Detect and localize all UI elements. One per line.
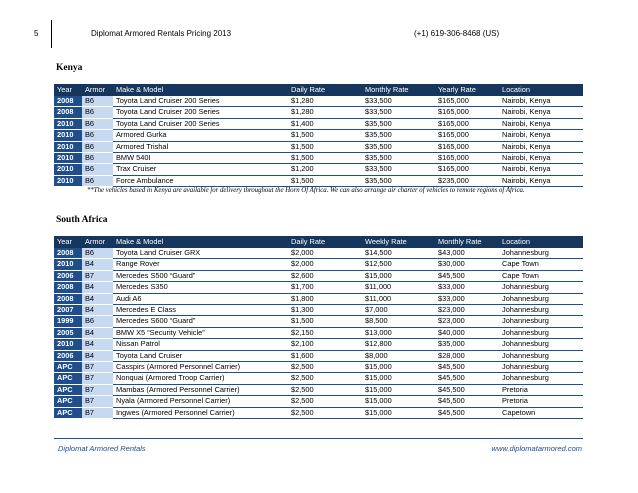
- cell-rate-1: $1,500: [288, 316, 362, 327]
- cell-rate-3: $165,000: [435, 118, 499, 129]
- cell-location: Johannesburg: [499, 339, 583, 350]
- cell-rate-1: $1,800: [288, 293, 362, 304]
- cell-location: Cape Town: [499, 270, 583, 281]
- cell-make-model: Toyota Land Cruiser: [113, 350, 288, 361]
- cell-rate-1: $2,500: [288, 384, 362, 395]
- col-header-monthly-rate: Monthly Rate: [362, 84, 435, 96]
- cell-armor: B4: [82, 327, 113, 338]
- cell-make-model: Mercedes S500 “Guard”: [113, 270, 288, 281]
- cell-armor: B6: [82, 130, 113, 141]
- table-header-row: [54, 236, 583, 248]
- kenya-table-body: [54, 96, 583, 187]
- cell-rate-1: $1,600: [288, 350, 362, 361]
- cell-armor: B4: [82, 339, 113, 350]
- table-row: [54, 282, 583, 293]
- col-header-weekly-rate: Weekly Rate: [362, 236, 435, 248]
- table-row: [54, 141, 583, 152]
- cell-rate-1: $1,280: [288, 107, 362, 118]
- cell-location: Pretoria: [499, 384, 583, 395]
- cell-year: APC: [54, 373, 82, 384]
- cell-location: Johannesburg: [499, 350, 583, 361]
- cell-year: 2006: [54, 350, 82, 361]
- cell-rate-1: $2,500: [288, 396, 362, 407]
- cell-rate-2: $15,000: [362, 384, 435, 395]
- cell-year: APC: [54, 396, 82, 407]
- cell-rate-2: $15,000: [362, 407, 435, 418]
- cell-rate-1: $1,500: [288, 141, 362, 152]
- cell-rate-2: $33,500: [362, 107, 435, 118]
- cell-rate-3: $165,000: [435, 164, 499, 175]
- table-row: [54, 259, 583, 270]
- cell-year: 2010: [54, 130, 82, 141]
- cell-rate-3: $45,500: [435, 396, 499, 407]
- cell-rate-3: $28,000: [435, 350, 499, 361]
- cell-location: Johannesburg: [499, 327, 583, 338]
- cell-location: Johannesburg: [499, 282, 583, 293]
- cell-location: Nairobi, Kenya: [499, 164, 583, 175]
- table-row: [54, 305, 583, 316]
- cell-rate-1: $1,200: [288, 164, 362, 175]
- cell-year: 2008: [54, 96, 82, 107]
- cell-location: Cape Town: [499, 259, 583, 270]
- cell-rate-3: $165,000: [435, 130, 499, 141]
- table-row: [54, 270, 583, 281]
- cell-location: Nairobi, Kenya: [499, 153, 583, 164]
- cell-make-model: Ingwes (Armored Personnel Carrier): [113, 407, 288, 418]
- cell-year: APC: [54, 384, 82, 395]
- cell-make-model: Force Ambulance: [113, 175, 288, 186]
- cell-rate-2: $8,000: [362, 350, 435, 361]
- cell-location: Nairobi, Kenya: [499, 96, 583, 107]
- table-row: [54, 384, 583, 395]
- cell-location: Nairobi, Kenya: [499, 175, 583, 186]
- cell-armor: B6: [82, 107, 113, 118]
- cell-location: Capetown: [499, 407, 583, 418]
- cell-rate-2: $13,000: [362, 327, 435, 338]
- cell-make-model: Mercedes S600 “Guard”: [113, 316, 288, 327]
- cell-year: 2008: [54, 282, 82, 293]
- cell-armor: B7: [82, 396, 113, 407]
- footer-divider: [54, 438, 583, 439]
- cell-year: 2008: [54, 293, 82, 304]
- cell-rate-1: $1,300: [288, 305, 362, 316]
- table-row: [54, 96, 583, 107]
- cell-rate-3: $30,000: [435, 259, 499, 270]
- cell-rate-2: $14,500: [362, 248, 435, 259]
- cell-rate-3: $45,500: [435, 270, 499, 281]
- cell-armor: B4: [82, 305, 113, 316]
- cell-make-model: Nyala (Armored Personnel Carrier): [113, 396, 288, 407]
- cell-year: 2010: [54, 153, 82, 164]
- cell-armor: B6: [82, 316, 113, 327]
- cell-rate-3: $43,000: [435, 248, 499, 259]
- cell-make-model: BMW 540I: [113, 153, 288, 164]
- col-header-location: Location: [499, 84, 583, 96]
- cell-armor: B7: [82, 407, 113, 418]
- cell-location: Johannesburg: [499, 316, 583, 327]
- cell-rate-3: $23,000: [435, 316, 499, 327]
- cell-rate-2: $35,500: [362, 175, 435, 186]
- cell-rate-1: $2,000: [288, 259, 362, 270]
- cell-rate-1: $1,500: [288, 130, 362, 141]
- cell-make-model: Mercedes S350: [113, 282, 288, 293]
- cell-make-model: Mercedes E Class: [113, 305, 288, 316]
- cell-year: 2005: [54, 327, 82, 338]
- cell-rate-1: $2,500: [288, 362, 362, 373]
- cell-make-model: Range Rover: [113, 259, 288, 270]
- cell-year: 2010: [54, 141, 82, 152]
- cell-rate-1: $1,500: [288, 153, 362, 164]
- cell-rate-2: $12,800: [362, 339, 435, 350]
- cell-rate-3: $165,000: [435, 141, 499, 152]
- cell-armor: B6: [82, 96, 113, 107]
- table-row: [54, 248, 583, 259]
- table-row: [54, 107, 583, 118]
- cell-make-model: Nonquai (Armored Troop Carrier): [113, 373, 288, 384]
- cell-location: Johannesburg: [499, 373, 583, 384]
- cell-rate-2: $35,500: [362, 141, 435, 152]
- cell-location: Nairobi, Kenya: [499, 130, 583, 141]
- page-number: 5: [34, 29, 39, 38]
- cell-rate-3: $33,000: [435, 293, 499, 304]
- col-header-daily-rate: Daily Rate: [288, 236, 362, 248]
- south-africa-table-body: [54, 248, 583, 419]
- cell-rate-3: $45,500: [435, 407, 499, 418]
- cell-make-model: Mambas (Armored Personnel Carrier): [113, 384, 288, 395]
- cell-rate-3: $35,000: [435, 339, 499, 350]
- cell-rate-2: $7,000: [362, 305, 435, 316]
- cell-rate-2: $15,000: [362, 373, 435, 384]
- cell-rate-3: $165,000: [435, 96, 499, 107]
- cell-location: Johannesburg: [499, 362, 583, 373]
- cell-year: 2010: [54, 259, 82, 270]
- cell-make-model: Casspirs (Armored Personnel Carrier): [113, 362, 288, 373]
- col-header-armor: Armor: [82, 236, 113, 248]
- col-header-daily-rate: Daily Rate: [288, 84, 362, 96]
- cell-rate-1: $1,400: [288, 118, 362, 129]
- cell-armor: B6: [82, 153, 113, 164]
- cell-rate-3: $165,000: [435, 107, 499, 118]
- cell-year: 1999: [54, 316, 82, 327]
- cell-rate-2: $12,500: [362, 259, 435, 270]
- kenya-table: [54, 84, 583, 187]
- table-row: [54, 373, 583, 384]
- table-row: [54, 316, 583, 327]
- cell-year: APC: [54, 362, 82, 373]
- kenya-footnote: **The vehicles based in Kenya are available for delivery throughout the Horn Of Africa. We can also arrange air charter of vehicles to remote regions of Africa.: [87, 187, 525, 194]
- cell-location: Nairobi, Kenya: [499, 118, 583, 129]
- cell-armor: B4: [82, 259, 113, 270]
- cell-rate-3: $33,000: [435, 282, 499, 293]
- table-row: [54, 293, 583, 304]
- header-title: Diplomat Armored Rentals Pricing 2013: [91, 29, 232, 38]
- cell-location: Nairobi, Kenya: [499, 141, 583, 152]
- cell-make-model: BMW X5 “Security Vehicle”: [113, 327, 288, 338]
- footer-company: Diplomat Armored Rentals: [58, 444, 146, 453]
- cell-rate-2: $33,500: [362, 164, 435, 175]
- cell-make-model: Trax Cruiser: [113, 164, 288, 175]
- col-header-year: Year: [54, 84, 82, 96]
- cell-rate-2: $11,000: [362, 293, 435, 304]
- col-header-location: Location: [499, 236, 583, 248]
- cell-year: 2010: [54, 164, 82, 175]
- cell-rate-2: $8,500: [362, 316, 435, 327]
- cell-armor: B4: [82, 350, 113, 361]
- cell-rate-2: $15,000: [362, 270, 435, 281]
- kenya-heading: Kenya: [56, 63, 83, 73]
- cell-rate-1: $2,000: [288, 248, 362, 259]
- cell-rate-1: $1,700: [288, 282, 362, 293]
- cell-make-model: Toyota Land Cruiser 200 Series: [113, 107, 288, 118]
- page-header: [0, 0, 638, 48]
- cell-armor: B6: [82, 141, 113, 152]
- cell-rate-2: $35,500: [362, 118, 435, 129]
- cell-rate-3: $235,000: [435, 175, 499, 186]
- table-row: [54, 118, 583, 129]
- cell-year: 2008: [54, 248, 82, 259]
- col-header-make-model: Make & Model: [113, 236, 288, 248]
- cell-make-model: Audi A6: [113, 293, 288, 304]
- cell-armor: B6: [82, 175, 113, 186]
- cell-rate-1: $2,100: [288, 339, 362, 350]
- cell-rate-1: $2,500: [288, 373, 362, 384]
- cell-rate-2: $15,000: [362, 396, 435, 407]
- header-phone: (+1) 619-306-8468 (US): [414, 29, 500, 38]
- footer-website: www.diplomatarmored.com: [491, 444, 582, 453]
- col-header-monthly-rate: Monthly Rate: [435, 236, 499, 248]
- cell-year: 2006: [54, 270, 82, 281]
- cell-rate-1: $2,500: [288, 407, 362, 418]
- table-row: [54, 327, 583, 338]
- cell-rate-1: $1,500: [288, 175, 362, 186]
- table-row: [54, 396, 583, 407]
- cell-location: Johannesburg: [499, 305, 583, 316]
- cell-rate-3: $45,500: [435, 373, 499, 384]
- south-africa-heading: South Africa: [56, 215, 108, 225]
- cell-rate-2: $33,500: [362, 96, 435, 107]
- cell-make-model: Toyota Land Cruiser GRX: [113, 248, 288, 259]
- cell-rate-2: $35,500: [362, 130, 435, 141]
- cell-rate-3: $40,000: [435, 327, 499, 338]
- cell-rate-3: $165,000: [435, 153, 499, 164]
- cell-year: 2010: [54, 175, 82, 186]
- cell-make-model: Toyota Land Cruiser 200 Series: [113, 96, 288, 107]
- cell-year: 2008: [54, 107, 82, 118]
- cell-armor: B4: [82, 293, 113, 304]
- cell-make-model: Toyota Land Cruiser 200 Series: [113, 118, 288, 129]
- cell-location: Nairobi, Kenya: [499, 107, 583, 118]
- cell-rate-1: $2,600: [288, 270, 362, 281]
- header-divider: [51, 20, 52, 48]
- table-row: [54, 362, 583, 373]
- cell-location: Johannesburg: [499, 293, 583, 304]
- col-header-make-model: Make & Model: [113, 84, 288, 96]
- table-row: [54, 130, 583, 141]
- table-row: [54, 164, 583, 175]
- col-header-armor: Armor: [82, 84, 113, 96]
- table-row: [54, 339, 583, 350]
- cell-location: Pretoria: [499, 396, 583, 407]
- cell-armor: B7: [82, 384, 113, 395]
- cell-armor: B6: [82, 248, 113, 259]
- table-row: [54, 153, 583, 164]
- cell-location: Johannesburg: [499, 248, 583, 259]
- south-africa-table: [54, 236, 583, 419]
- cell-rate-3: $45,500: [435, 362, 499, 373]
- cell-armor: B7: [82, 270, 113, 281]
- cell-make-model: Armored Trishal: [113, 141, 288, 152]
- cell-year: 2007: [54, 305, 82, 316]
- cell-rate-2: $15,000: [362, 362, 435, 373]
- cell-armor: B4: [82, 282, 113, 293]
- cell-year: 2010: [54, 118, 82, 129]
- cell-rate-2: $35,500: [362, 153, 435, 164]
- cell-rate-2: $11,000: [362, 282, 435, 293]
- cell-armor: B6: [82, 164, 113, 175]
- cell-rate-1: $1,280: [288, 96, 362, 107]
- cell-armor: B7: [82, 373, 113, 384]
- table-header-row: [54, 84, 583, 96]
- cell-make-model: Nissan Patrol: [113, 339, 288, 350]
- table-row: [54, 407, 583, 418]
- cell-make-model: Armored Gurka: [113, 130, 288, 141]
- cell-year: APC: [54, 407, 82, 418]
- cell-rate-3: $45,500: [435, 384, 499, 395]
- table-row: [54, 350, 583, 361]
- cell-armor: B6: [82, 118, 113, 129]
- col-header-year: Year: [54, 236, 82, 248]
- cell-rate-1: $2,150: [288, 327, 362, 338]
- cell-year: 2010: [54, 339, 82, 350]
- cell-rate-3: $23,000: [435, 305, 499, 316]
- cell-armor: B7: [82, 362, 113, 373]
- col-header-yearly-rate: Yearly Rate: [435, 84, 499, 96]
